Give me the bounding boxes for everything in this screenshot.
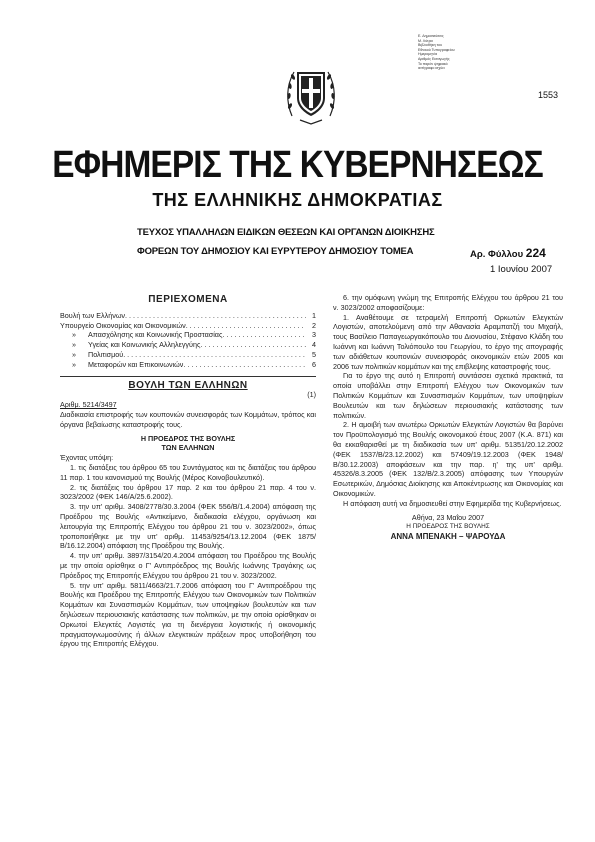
signature-place-date: Αθήνα, 23 Μαΐου 2007 [411,512,485,522]
toc-item-page: 6 [312,359,316,369]
toc-item-label: Υπουργείο Οικονομίας και Οικονομικών [60,320,186,330]
toc-leader [222,330,306,340]
toc-leader [186,321,306,331]
toc-leader [183,360,306,370]
toc-heading: ΠΕΡΙΕΧΟΜΕΝΑ [148,294,228,305]
toc-item-label: Πολιτισμού [88,349,124,359]
stamp-line: Ε. Δημοσιεύσεις [418,34,444,38]
sheet-number-value: 224 [525,246,546,260]
paragraph: 5. την υπ' αριθμ. 5811/4663/21.7.2006 απόφαση του Γ' Αντιπροέδρου της Βουλής και Προέδρου της Επιτροπής Ελέγχου των Οικονομικών των Πολιτικών Κομμάτων και Συνασπισμών Κομμάτων, των υποψηφίων βουλευτών και των δηλώσεων περιουσιακής κατάστασης των πολιτικών, με την οποία ορίσθηκαν οι Ορκωτοί Ελεγκτές Λογιστές για τη διενέργεια λογιστικής ή οικονομικής πραγματογνωμοσύνης ή άλλων ελεγκτικών πράξεων προς υποβοήθηση του έργου της Επιτροπής Ελέγχου. [60,580,316,649]
toc-item[interactable] [60,340,316,350]
decision-title: Διαδικασία επιστροφής των κουπονιών συνεισφοράς των Κομμάτων, τρόπος και όργανα βεβαίωσης καταστροφής τους. [60,409,316,429]
issue-type-line-1: ΤΕΥΧΟΣ ΥΠΑΛΛΗΛΩΝ ΕΙΔΙΚΩΝ ΘΕΣΕΩΝ ΚΑΙ ΟΡΓΑΝΩΝ ΔΙΟΙΚΗΣΗΣ [137,227,435,238]
paragraph: Για το έργο της αυτό η Επιτροπή συντάσσει σχετικά πρακτικά, τα οποία υποβάλλει στην Επιτροπή Ελέγχου των Οικονομικών των Πολιτικών Κομμάτων και Συνασπισμών Κομμάτων, των υποψηφίων Βουλευτών και των δηλώσεων περιουσιακής κατάστασης των πολιτικών. [333,371,563,420]
paragraph: 1. τις διατάξεις του άρθρου 65 του Συντάγματος και τις διατάξεις του άρθρου 11 παρ. 1 του κανονισμού της Βουλής (Μέρος Κοινοβουλευτικό). [60,462,316,482]
toc-item-label: Μεταφορών και Επικοινωνιών [88,359,184,369]
signature-name: ΑΝΝΑ ΜΠΕΝΑΚΗ – ΨΑΡΟΥΔΑ [390,532,506,542]
toc-item-page: 4 [312,340,316,350]
toc-item[interactable] [60,350,316,360]
decision-number: Αριθμ. 5214/3497 [60,400,117,410]
sheet-number [470,246,546,260]
toc-item-page: 5 [312,349,316,359]
page-number: 1553 [538,90,559,100]
toc-item-page: 2 [312,320,316,330]
toc-item[interactable] [60,311,316,321]
toc-item-label: Βουλή των Ελλήνων [60,310,126,320]
issuer-line-1: Η ΠΡΟΕΔΡΟΣ ΤΗΣ ΒΟΥΛΗΣ [140,433,236,443]
paragraph: Η απόφαση αυτή να δημοσιευθεί στην Εφημερίδα της Κυβερνήσεως. [343,498,562,508]
intro-text: Έχοντας υπόψη: [60,453,114,463]
issue-type-line-2: ΦΟΡΕΩΝ ΤΟΥ ΔΗΜΟΣΙΟΥ ΚΑΙ ΕΥΡΥΤΕΡΟΥ ΔΗΜΟΣΙΟΥ ΤΟΜΕΑ [137,246,414,257]
issue-date: 1 Ιουνίου 2007 [490,264,553,275]
library-stamp [418,34,486,71]
toc-leader [123,350,306,360]
paragraph: 1. Αναθέτουμε σε τετραμελή Επιτροπή Ορκωτών Ελεγκτών Λογιστών, αποτελούμενη από την Αθανασία Αραμπατζή του Μιχαήλ, τους Βασίλειο Παπαγεωργακόπουλο του Διονυσίου, Στέφανο Κλάδη του Ιωάννη και Ιωάννη Τολιόπουλο του Γεωργίου, το έργο της απογραφής των αδιάθετων κουπονιών συνεισφοράς οικονομικών ετών 2005 και 2006 των πολιτικών κομμάτων και της επιβλεψης καταστροφής τους. [333,312,563,371]
item-number: (1) [307,390,316,400]
coat-of-arms-icon [284,58,338,128]
gazette-subtitle: ΤΗΣ ΕΛΛΗΝΙΚΗΣ ΔΗΜΟΚΡΑΤΙΑΣ [152,190,443,210]
toc-item-label: Υγείας και Κοινωνικής Αλληλεγγύης [88,340,201,350]
stamp-line: αντίγραφο ισχύει [418,66,445,71]
right-column [333,293,563,542]
gazette-title: ΕΦΗΜΕΡΙΣ ΤΗΣ ΚΥΒΕΡΝΗΣΕΩΣ [52,144,543,186]
signature-role: Η ΠΡΟΕΔΡΟΣ ΤΗΣ ΒΟΥΛΗΣ [406,523,490,531]
toc-item[interactable] [60,360,316,370]
toc-ditto-mark: » [72,330,76,340]
left-column [60,295,316,649]
toc-ditto-mark: » [72,349,76,359]
issuer-line-2: ΤΩΝ ΕΛΛΗΝΩΝ [161,443,215,453]
paragraph: 3. την υπ' αριθμ. 3408/2778/30.3.2004 (ΦΕΚ 556/Β/1.4.2004) απόφαση της Προέδρου της Βουλής «Αντικείμενο, διαδικασία ελέγχου, οργάνωση και λειτουργία της Επιτροπής Ελέγχου του άρθρου 21 του ν. 3023/2002», όπως τροποποιήθηκε με την υπ' αριθμ. 11453/9254/13.12.2004 (ΦΕΚ 1875/Β/16.12.2004) απόφαση της Προέδρου της Βουλής. [60,502,316,551]
toc-item-label: Απασχόλησης και Κοινωνικής Προστασίας [88,330,223,340]
toc-leader [125,311,306,321]
paragraph: 2. τις διατάξεις του άρθρου 17 παρ. 2 και του άρθρου 21 παρ. 4 του ν. 3023/2002 (ΦΕΚ 146/Α/25.6.2002). [60,482,316,502]
stamp-line: Ημερομηνία [418,52,438,57]
stamp-line: Αριθμός Εισαγωγής [418,56,450,61]
toc-ditto-mark: » [72,359,76,369]
paragraph: 4. την υπ' αριθμ. 3897/3154/20.4.2004 απόφαση του Προέδρου της Βουλής με την οποία ορίσθηκε ο Γ' Αντιπρόεδρος της Βουλής Ιωάννης Τραγάκης ως Πρόεδρος της Επιτροπής Ελέγχου του άρθρου 21 του ν. 3023/2002. [60,551,316,580]
toc-item-page: 1 [312,310,316,320]
section-heading: ΒΟΥΛΗ ΤΩΝ ΕΛΛΗΝΩΝ [128,379,248,391]
toc-item[interactable] [60,330,316,340]
toc-ditto-mark: » [72,340,76,350]
toc-leader [200,340,306,350]
sheet-label: Αρ. Φύλλου [470,249,524,260]
paragraph: 6. την ομόφωνη γνώμη της Επιτροπής Ελέγχου του άρθρου 21 του ν. 3023/2002 αποφασίζουμε: [333,293,563,312]
stamp-line: Μ. Λύτρα [418,38,433,43]
toc-item-page: 3 [312,330,316,340]
paragraph: 2. Η αμοιβή των ανωτέρω Ορκωτών Ελεγκτών Λογιστών θα βαρύνει τον Προϋπολογισμό της Βουλής οικονομικού έτους 2007 (Κ.Α. 871) και θα εκκαθαρισθεί με τη διαδικασία των υπ' αριθμ. 51351/20.12.2002 (ΦΕΚ 1537/Β/23.12.2002) και 57409/19.12.2003 (ΦΕΚ 1948/Β/30.12.2003) αποφάσεων και την παρ. η' της υπ' αριθμ. 45326/8.3.2005 (ΦΕΚ 132/Β/2.3.2005) απόφασης των Υπουργών Εσωτερικών, Δημόσιας Διοίκησης και Αποκέντρωσης και Οικονομίας και Οικονομικών. [333,420,563,498]
stamp-line: Το παρόν ψηφιακό [418,61,448,66]
stamp-line: Εθνικού Τυπογραφείου [418,47,455,52]
section-divider [60,376,316,377]
stamp-line: Βιβλιοθήκη του [418,43,442,48]
toc-item[interactable] [60,321,316,331]
